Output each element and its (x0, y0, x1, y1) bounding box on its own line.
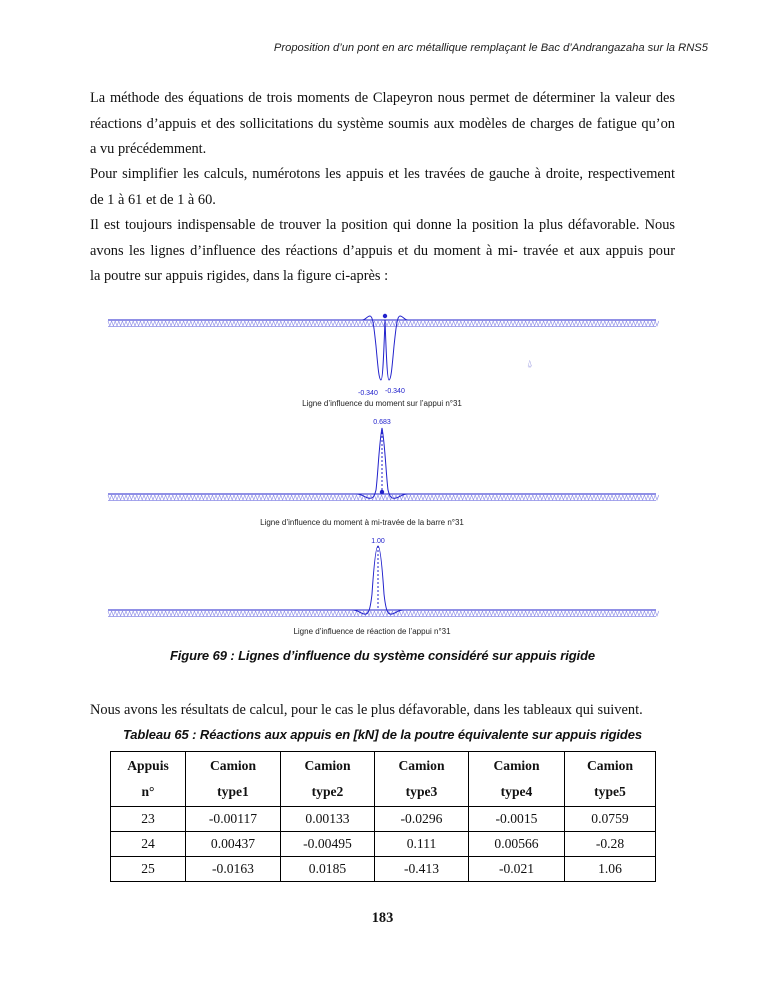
table-cell: -0.021 (469, 857, 565, 882)
table-cell: -0.0015 (469, 807, 565, 832)
table-cell: 0.00566 (469, 832, 565, 857)
header-cell: Appuis n° (111, 752, 186, 807)
table-cell: -0.00117 (186, 807, 281, 832)
table-cell: 0.0185 (281, 857, 375, 882)
paragraph-numbering (90, 162, 675, 213)
text-line: la poutre sur appuis rigides, dans la figure ci-après : (90, 268, 389, 284)
results-paragraph: Nous avons les résultats de calcul, pour le cas le plus défavorable, dans les tableaux qui suivent. (90, 702, 643, 718)
influence-line (356, 428, 408, 498)
influence-diagram-moment-midspan (100, 414, 665, 528)
running-header: Proposition d’un pont en arc métallique remplaçant le Bac d’Andrangazaha sur la RNS5 (273, 42, 708, 54)
table-cell: -0.00495 (281, 832, 375, 857)
paragraph-clapeyron (90, 86, 675, 163)
diagram-caption: Ligne d’influence de réaction de l’appui n°31 (293, 627, 451, 636)
influence-diagram-reaction (100, 534, 665, 640)
table-cell: 25 (111, 857, 186, 882)
table-cell: -0.28 (565, 832, 656, 857)
cursor-icon: ⍙ (527, 359, 533, 369)
table-cell: 23 (111, 807, 186, 832)
header-cell: Camion type3 (375, 752, 469, 807)
table-header-row (111, 752, 656, 807)
text-line: Il est toujours indispensable de trouver la position qui donne la position la plus défavorable. Nous (90, 217, 675, 233)
text-line: réactions d’appuis et des sollicitations du système soumis aux modèles de charges de fatigue qu’on (90, 115, 675, 132)
table-cell: -0.0296 (375, 807, 469, 832)
table-cell: 0.00133 (281, 807, 375, 832)
header-cell: Camion type2 (281, 752, 375, 807)
table-cell: 0.111 (375, 832, 469, 857)
table-cell: -0.0163 (186, 857, 281, 882)
table-cell: 0.00437 (186, 832, 281, 857)
continuous-beam (108, 610, 659, 617)
continuous-beam (108, 320, 659, 327)
table-caption: Tableau 65 : Réactions aux appuis en [kN] de la poutre équivalente sur appuis rigides (122, 727, 643, 742)
table-cell: 1.06 (565, 857, 656, 882)
diagram-caption: Ligne d’influence du moment à mi-travée de la barre n°31 (260, 518, 464, 527)
table-cell: 0.0759 (565, 807, 656, 832)
text-line: avons les lignes d’influence des réactions d’appuis et du moment à mi- travée et aux appuis pour (90, 242, 675, 259)
value-label-peak: 0.683 (373, 419, 391, 426)
influence-diagram-moment-support (100, 306, 665, 410)
page-number: 183 (371, 910, 394, 926)
header-cell: Camion type5 (565, 752, 656, 807)
diagram-caption: Ligne d’influence du moment sur l’appui n°31 (302, 399, 462, 408)
value-label-peak: 1.00 (371, 538, 385, 545)
paragraph-influence-lines (90, 213, 675, 290)
text-line: La méthode des équations de trois moments de Clapeyron nous permet de déterminer la valeur des (90, 90, 675, 106)
table-row (111, 832, 656, 857)
continuous-beam (108, 494, 659, 501)
reactions-table (110, 751, 656, 882)
table-row (111, 807, 656, 832)
text-line: Pour simplifier les calculs, numérotons les appuis et les travées de gauche à droite, respectivement (90, 166, 675, 182)
support-marker (383, 314, 387, 318)
value-label-left: -0.340 (358, 390, 378, 397)
value-label-right: -0.340 (385, 388, 405, 395)
table-cell: -0.413 (375, 857, 469, 882)
midspan-marker (380, 490, 384, 494)
text-line: a vu précédemment. (90, 141, 207, 157)
table-row (111, 857, 656, 882)
text-line: de 1 à 61 et de 1 à 60. (90, 191, 216, 208)
header-cell: Camion type1 (186, 752, 281, 807)
table-cell: 24 (111, 832, 186, 857)
figure-caption: Figure 69 : Lignes d’influence du système considéré sur appuis rigide (169, 648, 596, 663)
header-cell: Camion type4 (469, 752, 565, 807)
